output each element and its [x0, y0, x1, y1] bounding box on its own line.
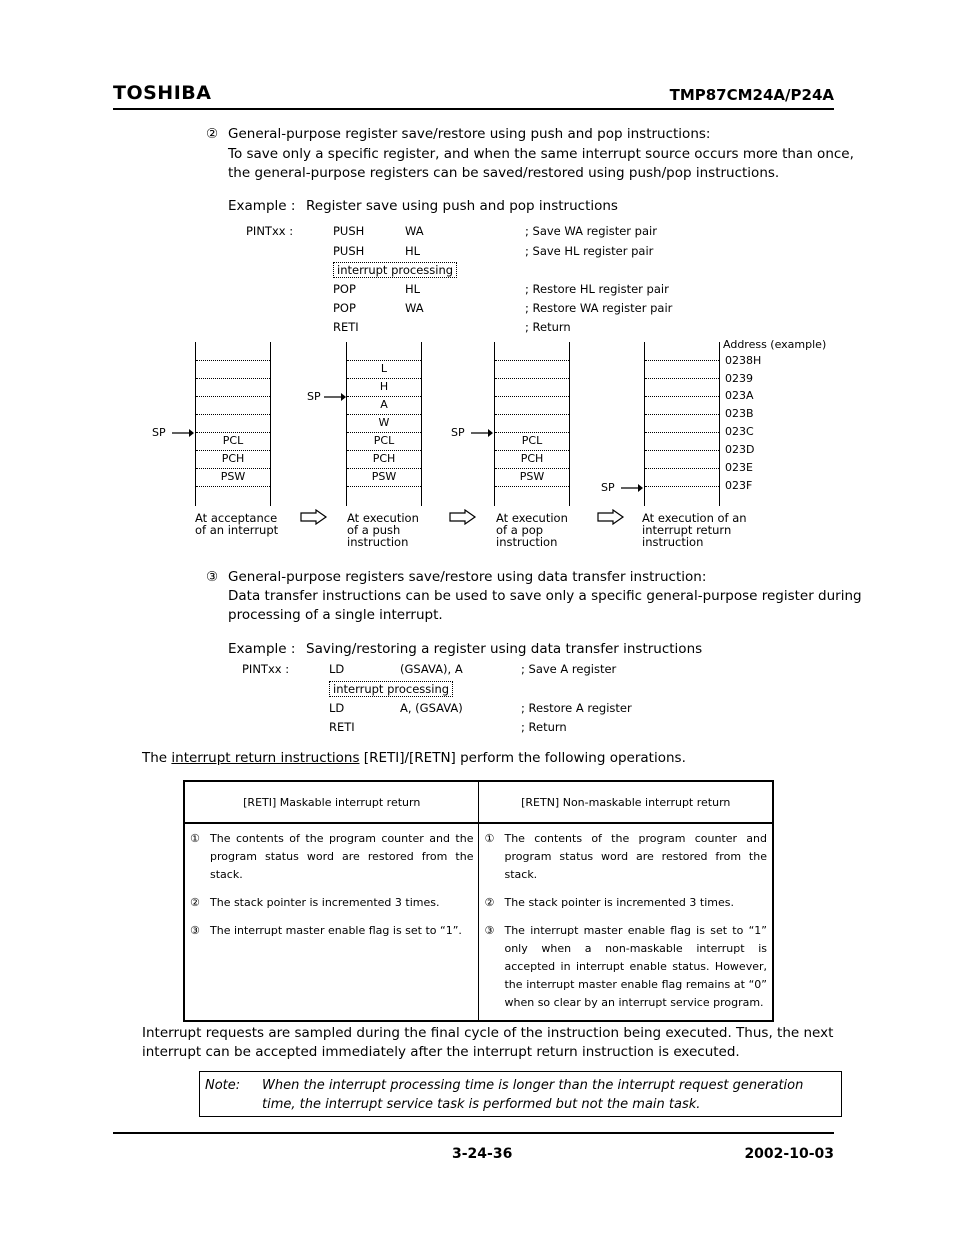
arrow-right-icon — [172, 428, 194, 438]
stack-cell-label: A — [380, 398, 388, 411]
interrupt-processing-box: interrupt processing — [329, 681, 453, 697]
list-item: The stack pointer is incremented 3 times. — [504, 896, 734, 909]
stack-cell-label: PCH — [372, 452, 396, 465]
list-item: The interrupt master enable flag is set to “1”. — [210, 924, 462, 937]
section3-line2: processing of a single interrupt. — [228, 607, 443, 623]
example-label: Example : — [228, 198, 296, 214]
header-rule — [113, 108, 834, 110]
code-arg: A, (GSAVA) — [400, 701, 463, 715]
footer-rule — [113, 1132, 834, 1134]
stack-cell-label: PSW — [220, 470, 246, 483]
stack-column — [346, 342, 422, 506]
stack-caption: At execution of a push instruction — [347, 511, 419, 549]
code-op: RETI — [333, 320, 359, 334]
address-label: 023A — [725, 389, 754, 402]
code-op: POP — [333, 301, 356, 315]
code-comment: ; Restore HL register pair — [525, 282, 669, 296]
table-header-retn: [RETN] Non-maskable interrupt return — [479, 781, 773, 823]
footer-date: 2002-10-03 — [744, 1146, 834, 1162]
transition-arrow-icon — [449, 509, 477, 525]
sp-label: SP — [152, 426, 166, 439]
stack-cell-label: L — [380, 362, 388, 375]
stack-caption: At acceptance of an interrupt — [195, 511, 279, 537]
stack-cell-label: PCL — [373, 434, 395, 447]
stack-cell-label: PCH — [221, 452, 245, 465]
address-label: 023E — [725, 461, 753, 474]
address-label: 023B — [725, 407, 754, 420]
section3-title: General-purpose registers save/restore using data transfer instruction: — [228, 569, 707, 585]
note-box — [199, 1071, 842, 1117]
section3-number: ③ — [206, 569, 219, 585]
code-op: PUSH — [333, 224, 365, 238]
stack-cell-label: H — [379, 380, 389, 393]
arrow-right-icon — [324, 392, 346, 402]
code-comment: ; Restore WA register pair — [525, 301, 673, 315]
table-header-reti: [RETI] Maskable interrupt return — [184, 781, 479, 823]
example-label: Example : — [228, 641, 296, 657]
stack-caption: At execution of an interrupt return instruction — [642, 511, 747, 549]
stack-column — [195, 342, 271, 506]
address-label: 023F — [725, 479, 753, 492]
note-line2: time, the interrupt service task is performed but not the main task. — [262, 1097, 701, 1112]
example-title: Saving/restoring a register using data transfer instructions — [306, 641, 703, 657]
code-op: LD — [329, 662, 345, 676]
code-comment: ; Save WA register pair — [525, 224, 657, 238]
list-item: The contents of the program counter and program status word are restored from the stack. — [504, 832, 767, 881]
code-comment: ; Save A register — [521, 662, 617, 676]
paragraph-line1: Interrupt requests are sampled during the final cycle of the instruction being executed. Thus, the next — [142, 1025, 834, 1041]
code-op: POP — [333, 282, 356, 296]
part-number: TMP87CM24A/P24A — [669, 86, 834, 104]
code-label: PINTxx : — [242, 662, 290, 676]
code-arg: HL — [405, 282, 421, 296]
stack-cell-label: W — [378, 416, 390, 429]
code-op: LD — [329, 701, 345, 715]
section2-line1: To save only a specific register, and when the same interrupt source occurs more than once, — [228, 146, 854, 162]
list-item: The interrupt master enable flag is set to “1” only when a non-maskable interrupt is accepted in interrupt enable status. However, the interrupt master enable flag remains at “0” when so clear by an interrupt service program. — [504, 924, 767, 1009]
paragraph-line2: interrupt can be accepted immediately after the interrupt return instruction is executed. — [142, 1044, 740, 1060]
section2-title: General-purpose register save/restore using push and pop instructions: — [228, 126, 711, 142]
stack-cell-label: PCH — [520, 452, 544, 465]
list-item: The stack pointer is incremented 3 times. — [210, 896, 440, 909]
code-comment: ; Return — [525, 320, 571, 334]
stack-cell-label: PCL — [222, 434, 244, 447]
stack-cell-label: PSW — [371, 470, 397, 483]
section2-line2: the general-purpose registers can be saved/restored using push/pop instructions. — [228, 165, 780, 181]
code-op: PUSH — [333, 244, 365, 258]
toshiba-logo: TOSHIBA — [113, 82, 212, 104]
table-cell-retn: ① The contents of the program counter and program status word are restored from the stack. ② The stack pointer is incremented 3 times. ③ The interrupt master enable flag is set to “1” only when a non-maskable interrupt is accepted in interrupt enable status. However, the interrupt master enable flag remains at “0” when so clear by an interrupt service program. — [479, 823, 773, 1021]
code-arg: (GSAVA), A — [400, 662, 463, 676]
sp-label: SP — [451, 426, 465, 439]
transition-arrow-icon — [597, 509, 625, 525]
stack-column — [494, 342, 570, 506]
arrow-right-icon — [621, 483, 643, 493]
page-number: 3-24-36 — [452, 1146, 513, 1162]
example-title: Register save using push and pop instructions — [306, 198, 618, 214]
sp-label: SP — [307, 390, 321, 403]
code-arg: WA — [405, 301, 424, 315]
interrupt-processing-box: interrupt processing — [333, 262, 457, 278]
stack-cell-label: PSW — [519, 470, 545, 483]
note-label: Note: — [205, 1078, 241, 1093]
address-label: 023D — [725, 443, 755, 456]
code-comment: ; Save HL register pair — [525, 244, 654, 258]
arrow-right-icon — [471, 428, 493, 438]
code-comment: ; Return — [521, 720, 567, 734]
address-label: 0239 — [725, 372, 753, 385]
code-arg: WA — [405, 224, 424, 238]
stack-column — [644, 342, 720, 506]
address-label: 023C — [725, 425, 754, 438]
section3-line1: Data transfer instructions can be used to save only a specific general-purpose register during — [228, 588, 862, 604]
address-title: Address (example) — [723, 338, 827, 351]
section2-number: ② — [206, 126, 219, 142]
table-cell-reti: ① The contents of the program counter and the program status word are restored from the stack. ② The stack pointer is incremented 3 times. ③ The interrupt master enable flag is set to “1”. — [184, 823, 479, 1021]
intro-text: The interrupt return instructions [RETI]/[RETN] perform the following operations. — [142, 750, 686, 766]
stack-caption: At execution of a pop instruction — [496, 511, 568, 549]
code-comment: ; Restore A register — [521, 701, 632, 715]
interrupt-return-link[interactable]: interrupt return instructions — [171, 750, 360, 766]
code-op: RETI — [329, 720, 355, 734]
code-arg: HL — [405, 244, 421, 258]
interrupt-return-table — [183, 780, 774, 1022]
code-label: PINTxx : — [246, 224, 294, 238]
transition-arrow-icon — [300, 509, 328, 525]
stack-cell-label: PCL — [521, 434, 543, 447]
list-item: The contents of the program counter and the program status word are restored from the stack. — [210, 832, 474, 881]
sp-label: SP — [601, 481, 615, 494]
note-line1: When the interrupt processing time is longer than the interrupt request generation — [262, 1078, 804, 1093]
address-label: 0238H — [725, 354, 762, 367]
